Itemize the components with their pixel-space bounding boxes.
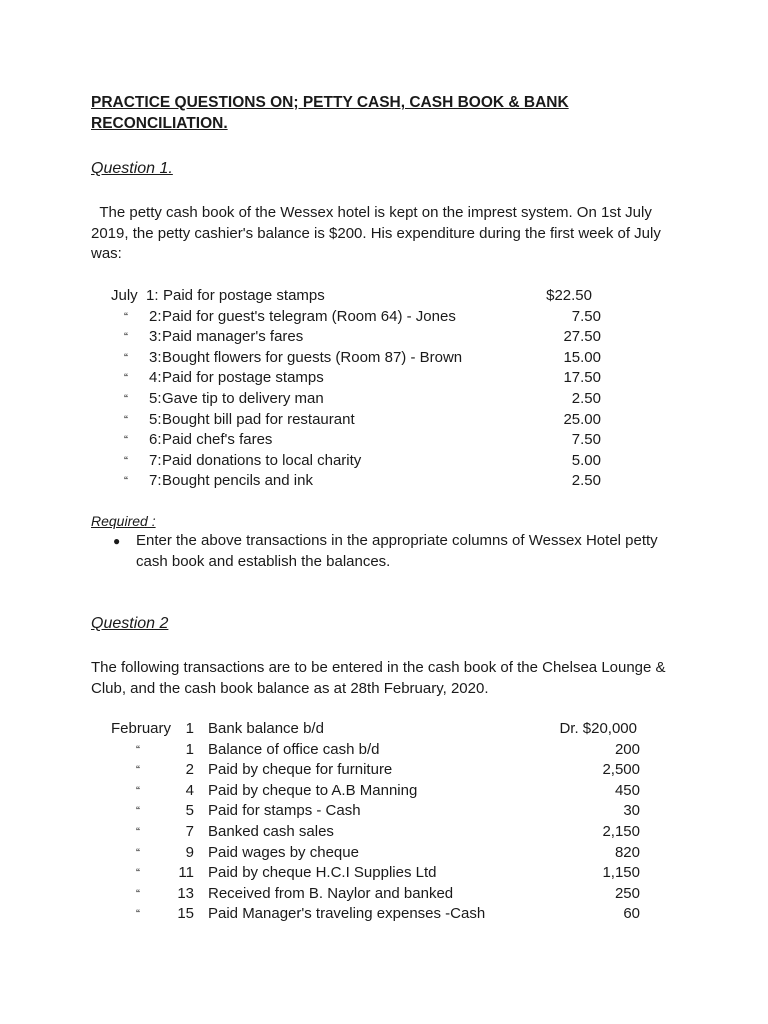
ditto-mark: “ — [136, 804, 140, 819]
transaction-day: 5: — [149, 410, 162, 428]
transaction-row — [0, 327, 768, 348]
transaction-description: Bank balance b/d — [208, 720, 324, 737]
transaction-day: 5 — [185, 802, 194, 820]
transaction-amount: 15.00 — [563, 348, 601, 366]
transaction-day: 2 — [185, 761, 194, 779]
transaction-day: 11 — [178, 864, 194, 882]
transaction-day: 7: — [149, 451, 162, 469]
transaction-amount: 60 — [623, 905, 640, 923]
transaction-row — [0, 286, 768, 307]
transaction-amount: Dr. $20,000 — [559, 720, 637, 737]
transaction-row — [0, 760, 768, 781]
document-title-line1: PRACTICE QUESTIONS ON; PETTY CASH, CASH BOOK & BANK — [91, 94, 569, 111]
ditto-mark: “ — [136, 907, 140, 922]
ditto-mark: “ — [136, 783, 140, 798]
ditto-mark: “ — [124, 392, 128, 406]
transaction-day: 1: — [146, 287, 159, 304]
transaction-day: 13 — [177, 884, 194, 902]
transaction-day: 15 — [177, 905, 194, 923]
ditto-mark: “ — [124, 309, 128, 324]
transaction-amount: 250 — [614, 884, 640, 902]
transaction-day: 1 — [185, 740, 194, 758]
transaction-row — [0, 368, 768, 389]
required-instruction: Enter the above transactions in the appropriate columns of Wessex Hotel petty cash book and establish the balances. — [136, 532, 658, 570]
month-label: July — [111, 287, 138, 304]
transaction-row — [0, 389, 768, 410]
transaction-amount: 2,150 — [602, 823, 640, 840]
transaction-day: 4: — [149, 369, 162, 387]
transaction-description: Paid for postage stamps — [163, 287, 325, 304]
transaction-amount: 200 — [614, 740, 640, 758]
ditto-mark: “ — [136, 866, 140, 881]
ditto-mark: “ — [124, 433, 128, 448]
question2-intro: The following transactions are to be entered in the cash book of the Chelsea Lounge & Club, and the cash book balance as at 28th February, 2020. — [91, 659, 666, 697]
transaction-description: Paid for guest's telegram (Room 64) - Jones — [162, 307, 456, 325]
transaction-description: Received from B. Naylor and banked — [208, 884, 454, 902]
transaction-description: Bought pencils and ink — [162, 472, 313, 490]
transaction-row — [0, 348, 768, 369]
transaction-amount: 450 — [614, 781, 640, 799]
transaction-row — [0, 863, 768, 884]
transaction-day: 6: — [149, 431, 162, 449]
transaction-description: Paid Manager's traveling expenses -Cash — [208, 905, 486, 923]
transaction-amount: 7.50 — [571, 307, 601, 325]
transaction-row — [0, 740, 768, 761]
transaction-row — [0, 307, 768, 328]
transaction-description: Paid by cheque H.C.I Supplies Ltd — [208, 864, 437, 882]
ditto-mark: “ — [136, 763, 140, 778]
transaction-description: Paid donations to local charity — [162, 451, 362, 469]
transaction-amount: 17.50 — [563, 369, 601, 387]
transaction-amount: 1,150 — [602, 864, 640, 882]
transaction-row — [0, 822, 768, 843]
transaction-description: Balance of office cash b/d — [208, 740, 380, 758]
ditto-mark: “ — [136, 825, 140, 839]
transaction-description: Bought flowers for guests (Room 87) - Brown — [162, 348, 463, 366]
transaction-row — [0, 801, 768, 822]
ditto-mark: “ — [124, 412, 128, 427]
month-label: February — [111, 720, 172, 737]
transaction-day: 9 — [185, 843, 194, 861]
ditto-mark: “ — [124, 330, 128, 345]
transaction-description: Paid chef's fares — [162, 431, 273, 449]
ditto-mark: “ — [136, 742, 140, 757]
transaction-description: Paid wages by cheque — [208, 843, 359, 861]
transaction-amount: 2.50 — [571, 390, 601, 407]
transaction-day: 4 — [185, 781, 194, 799]
transaction-row — [0, 884, 768, 905]
transaction-amount: $22.50 — [546, 287, 592, 304]
transaction-day: 3: — [149, 348, 162, 366]
ditto-mark: “ — [136, 886, 140, 901]
transaction-day: 2: — [149, 307, 162, 325]
transaction-row — [0, 781, 768, 802]
transaction-row — [0, 471, 768, 492]
transaction-amount: 2,500 — [602, 761, 640, 779]
transaction-description: Paid by cheque to A.B Manning — [208, 781, 418, 799]
transaction-row — [0, 410, 768, 431]
ditto-mark: “ — [124, 371, 128, 386]
transaction-day: 1 — [185, 720, 194, 737]
transaction-row — [0, 904, 768, 925]
transaction-amount: 2.50 — [571, 472, 601, 490]
transaction-amount: 820 — [614, 843, 640, 861]
ditto-mark: “ — [124, 474, 128, 489]
transaction-amount: 7.50 — [571, 431, 601, 449]
required-label: Required : — [91, 513, 156, 529]
transaction-row — [0, 843, 768, 864]
transaction-description: Paid by cheque for furniture — [208, 761, 393, 779]
ditto-mark: “ — [124, 453, 128, 468]
transaction-amount: 27.50 — [563, 328, 601, 346]
transaction-amount: 25.00 — [563, 410, 601, 428]
transaction-row — [0, 430, 768, 451]
transaction-amount: 5.00 — [571, 451, 601, 469]
transaction-day: 7 — [185, 823, 194, 840]
bullet-icon: ● — [113, 534, 121, 548]
question1-intro: The petty cash book of the Wessex hotel is kept on the imprest system. On 1st July 2019, the petty cashier's balance is $200. His expenditure during the first week of July was: — [91, 204, 666, 262]
transaction-day: 5: — [149, 390, 162, 407]
ditto-mark: “ — [124, 350, 128, 365]
transaction-day: 3: — [149, 328, 162, 346]
transaction-description: Bought bill pad for restaurant — [162, 410, 355, 428]
document-title-line2: RECONCILIATION. — [91, 115, 228, 132]
transaction-row — [0, 451, 768, 472]
transaction-description: Paid for stamps - Cash — [208, 802, 361, 820]
transaction-description: Paid for postage stamps — [162, 369, 324, 387]
ditto-mark: “ — [136, 845, 140, 860]
transaction-description: Paid manager's fares — [162, 328, 304, 346]
question2-heading: Question 2 — [91, 615, 169, 632]
transaction-amount: 30 — [623, 802, 640, 820]
transaction-description: Gave tip to delivery man — [162, 390, 324, 407]
question1-heading: Question 1. — [91, 160, 173, 177]
transaction-row — [0, 719, 768, 740]
transaction-description: Banked cash sales — [208, 823, 334, 840]
transaction-day: 7: — [149, 472, 162, 490]
